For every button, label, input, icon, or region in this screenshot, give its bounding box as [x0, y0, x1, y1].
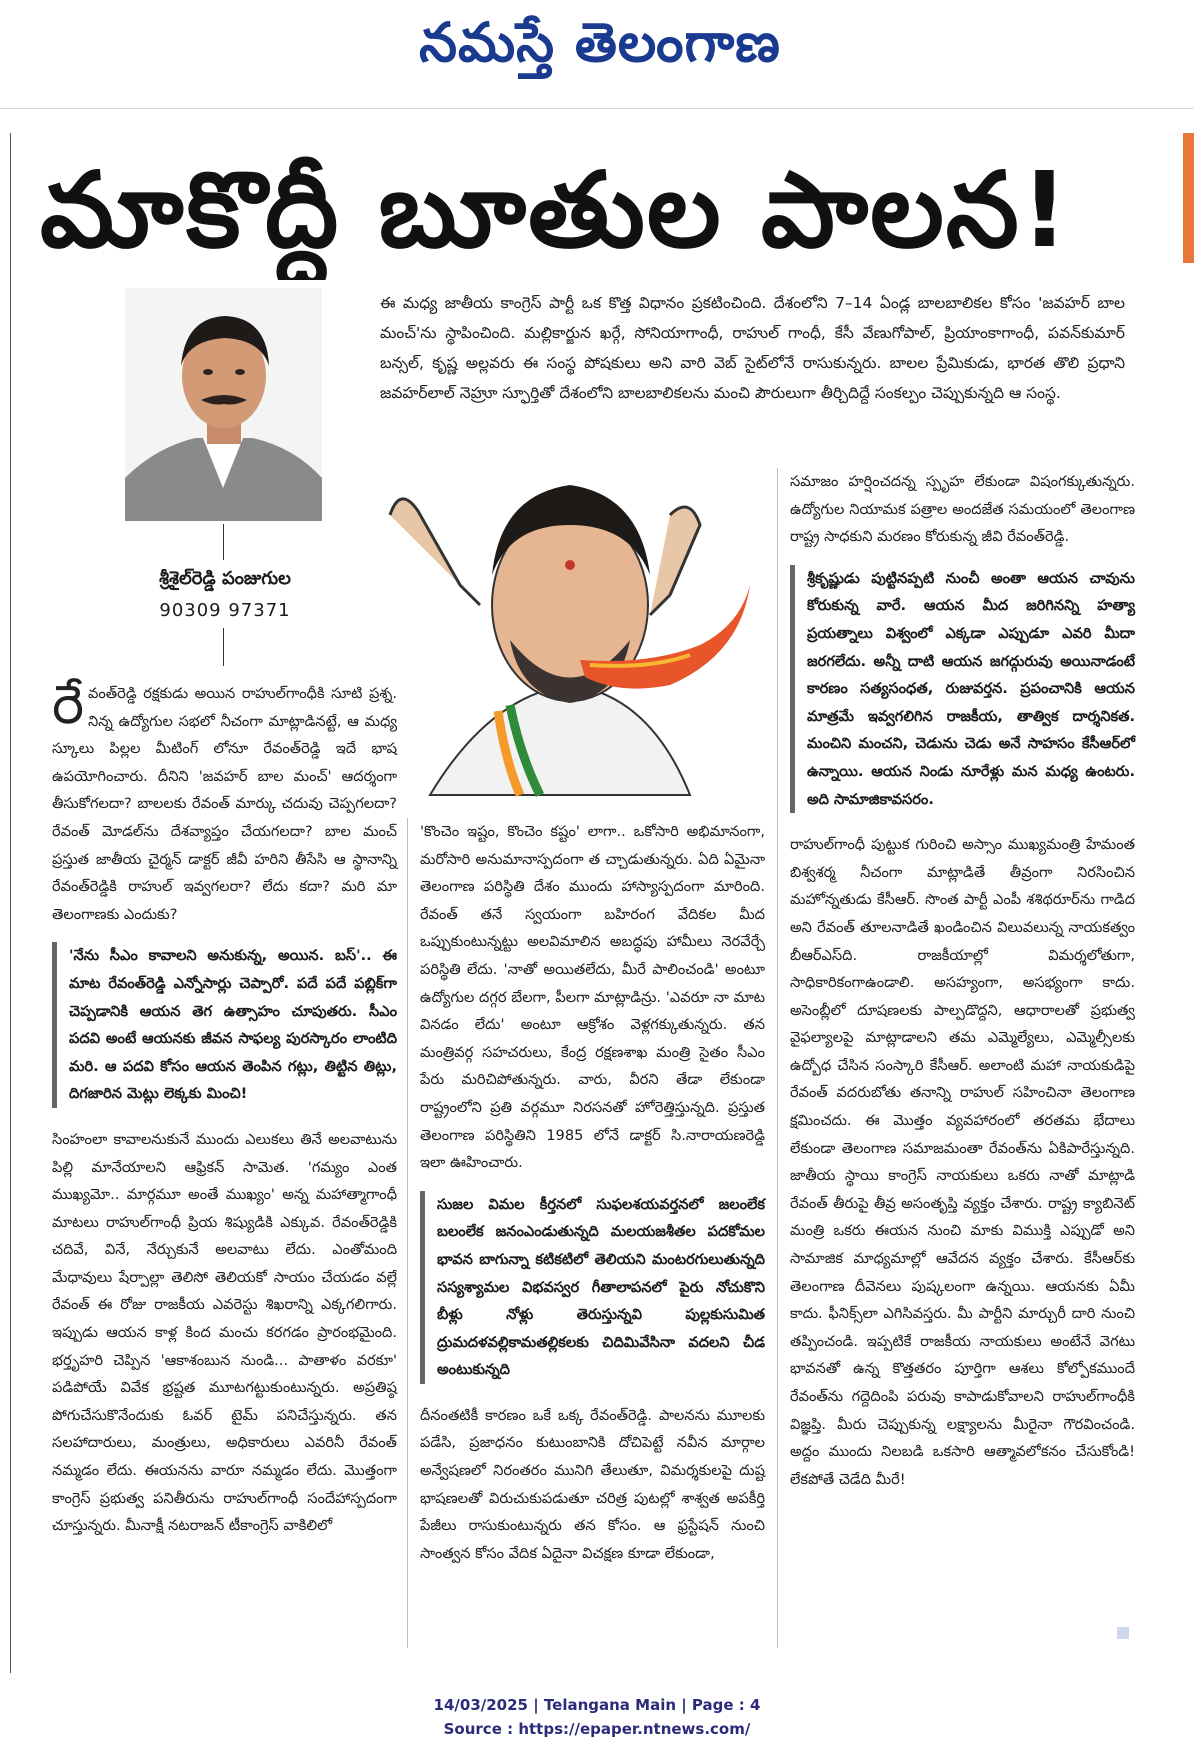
author-photo [125, 288, 322, 521]
end-mark [1117, 1627, 1129, 1639]
article-column-1 [52, 673, 397, 1554]
article-column-3 [790, 468, 1135, 1507]
author-divider-top [223, 524, 224, 560]
masthead-divider [0, 108, 1194, 109]
accent-bar [1183, 133, 1194, 263]
column-1-paragraph-1 [52, 673, 397, 928]
footer-edition-info: 14/03/2025 | Telangana Main | Page : 4 [433, 1696, 761, 1714]
pull-quote-text: 'నేను సీఎం కావాలని అనుకున్న, అయిన. బస్'.. ఈ మాట రేవంత్‌రెడ్డి ఎన్నోసార్లు చెప్పారో. పదే పదే పబ్లిక్‌గా చెప్పడానికి ఆయన తెగ ఉత్సాహం చూపుతరు. సీఎం పదవి అంటే ఆయనకు జీవన సాఫల్య పురస్కారం లాంటిది మరి. ఆ పదవి కోసం ఆయన తెంపిన గట్లు, తిట్టిన తిట్లు, దిగజారిన మెట్లు లెక్కకు మించి! [69, 947, 397, 1103]
page-footer [0, 1693, 1194, 1741]
pull-quote-kcr-text: శ్రీకృష్ణుడు పుట్టినప్పటి నుంచీ అంతా ఆయన చావును కోరుకున్న వారే. ఆయన మీద జరిగినన్ని హత్యా ప్రయత్నాలు విశ్వంలో ఎక్కడా ఎప్పుడూ ఎవరి మీదా జరగలేదు. అన్నీ దాటి ఆయన జగద్గురువు అయినాడంటే కారణం సత్యసంధత, రుజువర్తన. ప్రపంచానికి ఆయన మాత్రమే ఇవ్వగలిగిన రాజకీయ, తాత్విక దార్శనికత. మంచిని మంచని, చెడును చెడు అనే సాహసం కేసీఆర్‌లో ఉన్నాయి. ఆయన నిండు నూరేళ్లు మన మధ్య ఉంటరు. అది సామాజికావసరం. [807, 569, 1135, 808]
column-3-paragraph-2: రాహుల్‌గాంధీ పుట్టుక గురించి అస్సాం ముఖ్యమంత్రి హేమంత బిశ్వశర్మ నీచంగా మాట్లాడితే తీవ్రంగా నిరసించిన మహోన్నతుడు కేసీఆర్. సొంత పార్టీ ఎంపీ శశిథరూర్‌ను గాడిద అని రేవంత్ తూలనాడితే ఖండించిన విలువలున్న నాయకత్వం బీఆర్‌ఎస్‌ది. రాజకీయాల్లో విమర్శలోతుగా, సాధికారికంగాఉండాలి. అసహ్యంగా, అసభ్యంగా కాదు. అసెంబ్లీలో దూషణలకు పాల్పడొద్దని, ఆధారాలతో ప్రభుత్వ వైఫల్యాలపై మాట్లాడాలని తమ ఎమ్మెల్యేలు, ఎమ్మెల్సీలకు ఉద్బోధ చేసిన సంస్కారి కేసీఆర్. అలాంటి మహా నాయకుడిపై రేవంత్ వదరుబోతు తనాన్ని రాహుల్ సహించినా తెలంగాణ క్షమించదు. ఈ మొత్తం వ్యవహారంలో తరతమ భేదాలు లేకుండా తెలంగాణ సమాజమంతా రేవంత్‌ను ఏకిపారేస్తున్నది. జాతీయ స్థాయి కాంగ్రెస్ నాయకులు ఒకరు నాతో మాట్లాడి రేవంత్ తీరుపై తీవ్ర అసంతృప్తి వ్యక్తం చేశారు. రాష్ట్ర క్యాబినెట్ మంత్రి ఒకరు ఈయన నుంచి మాకు విముక్తి ఎప్పుడో అని సామాజిక మాధ్యమాల్లో ఆవేదన వ్యక్తం చేశారు. కేసీఆర్‌కు తెలంగాణ దీవెనలు పుష్కలంగా ఉన్నయి. ఆయనకు ఏమీ కాదు. ఫీనిక్స్‌లా ఎగిసివస్తరు. మీ పార్టీని మార్చురీ దారి నుంచి తప్పించండి. ఇప్పటికే రాజకీయ నాయకులు అంటేనే వెగటు భావనతో ఉన్న కొత్తతరం పూర్తిగా ఆశలు కోల్పోకముందే రేవంత్‌ను గద్దెదింపి పరువు కాపాడుకోవాలని రాహుల్‌గాంధీకి విజ్ఞప్తి. మీరు చెప్పుకున్న లక్ష్యాలను మీరైనా గౌరవించండి. అద్దం ముందు నిలబడి ఒకసారి ఆత్మావలోకనం చేసుకోండి! లేకపోతే చెడేది మీరే! [790, 836, 1135, 1488]
newspaper-logo: నమస్తే తెలంగాణ [419, 10, 781, 74]
column-1-paragraph-2: సింహంలా కావాలనుకునే ముందు ఎలుకలు తినే అలవాటును పిల్లి మానేయాలని ఆఫ్రికన్ సామెత. 'గమ్యం ఎంత ముఖ్యమో.. మార్గమూ అంతే ముఖ్యం' అన్న మహాత్మాగాంధీ మాటలు రాహుల్‌గాంధీ ప్రియ శిష్యుడికి ఎక్కువ. రేవంత్‌రెడ్డికి చదివే, వినే, నేర్చుకునే అలవాటు లేదు. ఎంతోమంది మేధావులు షేర్పాల్లా తెలిసో తెలియకో సాయం చేయడం వల్లే రేవంత్ ఈ రోజు రాజకీయ ఎవరెస్టు శిఖరాన్ని ఎక్కగలిగారు. ఇప్పుడు ఆయన కాళ్ల కింద మంచు కరగడం ప్రారంభమైంది. భర్తృహరి చెప్పిన 'ఆకాశంబున నుండి... పాతాళం వరకూ' పడిపోయే వివేక భ్రష్టత మూటగట్టుకుంటున్నరు. అప్రతిష్ఠ పోగుచేసుకొనేందుకు ఓవర్ టైమ్ పనిచేస్తున్నరు. తన సలహాదారులు, మంత్రులు, అధికారులు ఎవరినీ రేవంత్ నమ్మడం లేదు. ఈయనను వారూ నమ్మడం లేదు. మొత్తంగా కాంగ్రెస్ ప్రభుత్వ పనితీరును రాహుల్‌గాంధీ సందేహాస్పదంగా చూస్తున్నరు. మీనాక్షీ నటరాజన్ టీకాంగ్రెస్ వాకిలిలో [52, 1130, 397, 1535]
author-divider-bottom [223, 628, 224, 666]
pull-quote-kcr [790, 565, 1135, 813]
column-1-paragraph-1-text: వంత్‌రెడ్డి రక్షకుడు అయిన రాహుల్‌గాంధీకి సూటి ప్రశ్న. నిన్న ఉద్యోగుల సభలో నీచంగా మాట్లాడినట్టే, ఆ మధ్య స్కూలు పిల్లల మీటింగ్ లోనూ రేవంత్‌రెడ్డి ఇదే భాష ఉపయోగించారు. దీనిని 'జవహర్ బాల మంచ్' ఆదర్శంగా తీసుకోగలదా? బాలలకు రేవంత్ మార్కు చదువు చెప్పగలదా? రేవంత్ మోడల్‌ను దేశవ్యాప్తం చేయగలదా? బాల మంచ్ ప్రస్తుత జాతీయ చైర్మన్ డాక్టర్ జీవీ హరిని తీసేసి ఆ స్థానాన్ని రేవంత్‌రెడ్డికి రాహుల్ ఇవ్వగలరా? లేదు కదా? మరి మా తెలంగాణకు ఎందుకు? [52, 685, 397, 923]
column-divider [777, 468, 778, 1648]
author-phone: 90309 97371 [159, 600, 291, 621]
article-intro: ఈ మధ్య జాతీయ కాంగ్రెస్ పార్టీ ఒక కొత్త విధానం ప్రకటించింది. దేశంలోని 7–14 ఏండ్ల బాలబాలికల కోసం 'జవహర్ బాల మంచ్'ను స్థాపించింది. మల్లికార్జున ఖర్గే, సోనియాగాంధీ, రాహుల్ గాంధీ, కేసీ వేణుగోపాల్, ప్రియాంకాగాంధీ, పవన్‌కుమార్ బన్సల్, కృష్ణ అల్లవరు ఈ సంస్థ పోషకులు అని వారి వెబ్ సైట్‌లోనే రాసుకున్నరు. బాలల ప్రేమికుడు, భారత తొలి ప్రధాని జవహర్‌లాల్ నెహ్రూ స్ఫూర్తితో దేశంలోని బాలబాలికలను మంచి పౌరులుగా తీర్చిదిద్దే సంకల్పం చెప్పుకున్నది ఆ సంస్థ. [380, 294, 1125, 402]
column-2-paragraph-2: దీనంతటికీ కారణం ఒకే ఒక్క రేవంత్‌రెడ్డి. పాలనను మూలకు పడేసి, ప్రజాధనం కుటుంబానికి దోచిపెట్టే నవీన మార్గాల అన్వేషణలో నిరంతరం మునిగి తేలుతూ, విమర్శకులపై దుష్ట భాషణలతో విరుచుకుపడుతూ చరిత్ర పుటల్లో శాశ్వత అపకీర్తి పేజీలు రాసుకుంటున్నరు తన కోసం. ఆ ఫ్రస్టేషన్ నుంచి సాంత్వన కోసం వేదిక ఏదైనా విచక్షణ కూడా లేకుండా, [420, 1406, 765, 1562]
column-divider [407, 818, 408, 1648]
article-column-2 [420, 818, 765, 1581]
author-name: శ్రీశైల్‌రెడ్డి పంజుగుల [159, 568, 291, 589]
dropcap: రే [52, 673, 85, 736]
column-2-paragraph-1: 'కొంచెం ఇష్టం, కొంచెం కష్టం' లాగా.. ఒకోసారి అభిమానంగా, మరోసారి అనుమానాస్పదంగా త చ్చాడుతున్నరు. ఏది ఏమైనా తెలంగాణ పరిస్థితి దేశం ముందు హాస్యాస్పదంగా మారింది. రేవంత్ తనే స్వయంగా బహిరంగ వేదికల మీద ఒప్పుకుంటున్నట్టు అలవిమాలిన అబద్ధపు హామీలు నెరవేర్చే పరిస్థితి లేదు. 'నాతో అయితలేదు, మీరే పాలించండి' అంటూ ఉద్యోగుల దగ్గర బేలగా, పీలగా మాట్లాడిన్రు. 'ఎవరూ నా మాట వినడం లేదు' అంటూ ఆక్రోశం వెళ్లగక్కుతున్నరు. తన మంత్రివర్గ సహచరులు, కేంద్ర రక్షణశాఖ మంత్రి సైతం సీఎం పేరు మరిచిపోతున్నరు. వారు, వీరని తేడా లేకుండా రాష్ట్రంలోని ప్రతి వర్గమూ నిరసనతో హోరెత్తిస్తున్నది. ప్రస్తుత తెలంగాణ పరిస్థితిని 1985 లోనే డాక్టర్ సి.నారాయణరెడ్డి ఇలా ఊహించారు. [420, 823, 765, 1172]
column-3-paragraph-1: సమాజం హర్షించదన్న స్పృహ లేకుండా విషంగక్కుతున్నరు. ఉద్యోగుల నియామక పత్రాల అందజేత సమయంలో తెలంగాణ రాష్ట్ర సాధకుని మరణం కోరుకున్న జీవి రేవంత్‌రెడ్డి. [790, 473, 1135, 546]
article-headline: మాకొద్దీ బూతుల పాలన! [40, 150, 1071, 271]
pull-quote [52, 942, 397, 1108]
footer-source-link[interactable]: Source : https://epaper.ntnews.com/ [443, 1720, 751, 1738]
poem-text: సుజల విమల కీర్తనలో సుఫలశయవర్తనలో జలంలేక బలంలేక జనంఎండుతున్నది మలయజశీతల పదకోమల భావన బాగున్నా కటికటిలో తెలియని మంటరగులుతున్నది సస్యశ్యామల విభవస్వర గీతాలాపనలో పైరు నోచుకొని బీళ్లు నోళ్లు తెరుస్తున్నవి పుల్లకుసుమిత ద్రుమదళవల్లికామతల్లికలకు చిదిమివేసినా వదలని చీడ అంటుకున్నది [437, 1195, 765, 1379]
author-portrait-icon [125, 288, 322, 521]
masthead [0, 0, 1194, 110]
poem-quote [420, 1191, 765, 1384]
caricature-icon [370, 455, 770, 805]
caricature-illustration [370, 455, 770, 805]
